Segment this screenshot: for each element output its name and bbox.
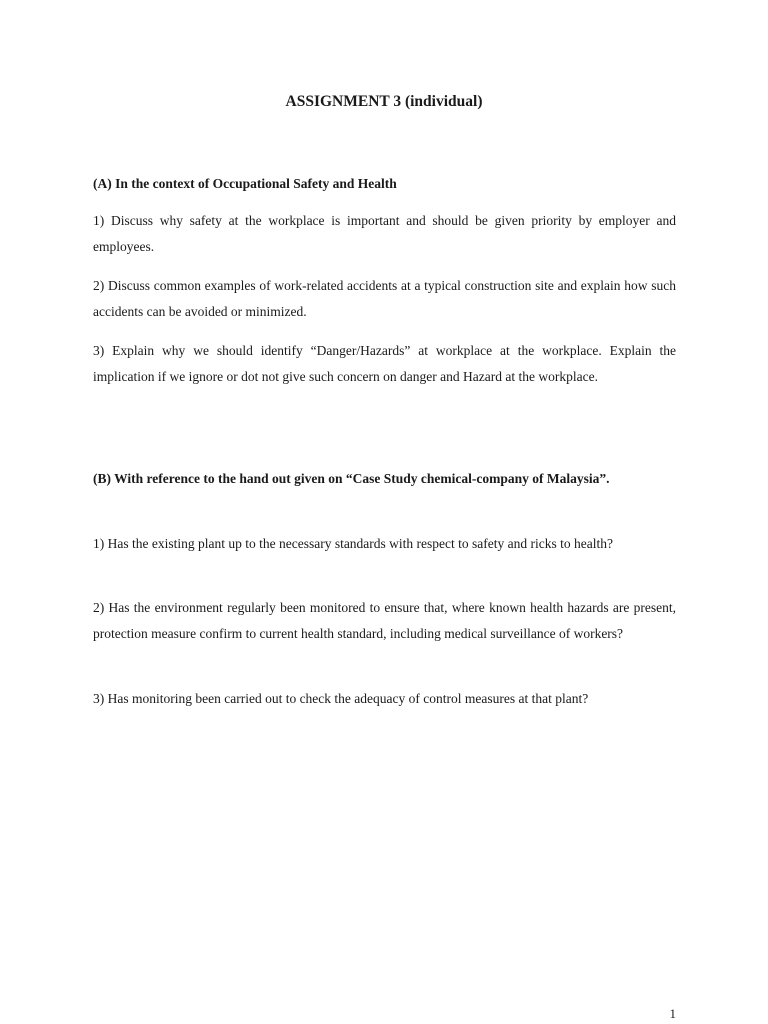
section-b-item-1: 1) Has the existing plant up to the necessary standards with respect to safety and ricks to health? (93, 536, 613, 551)
section-a-item-3: 3) Explain why we should identify “Danger/Hazards” at workplace at the workplace. Explain the implication if we ignore or dot not give such concern on danger and Hazard at the workplace. (93, 343, 676, 384)
section-b-heading: (B) With reference to the hand out given on “Case Study chemical-company of Malaysia”. (93, 471, 610, 486)
document-title: ASSIGNMENT 3 (individual) (285, 93, 483, 110)
section-b-item-3: 3) Has monitoring been carried out to check the adequacy of control measures at that plant? (93, 691, 589, 706)
page-number: 1 (669, 1006, 676, 1021)
section-b-item-2: 2) Has the environment regularly been monitored to ensure that, where known health hazards are present, protection measure confirm to current health standard, including medical surveillance of workers? (93, 600, 676, 641)
section-a-heading: (A) In the context of Occupational Safety and Health (93, 176, 397, 191)
section-a-item-1: 1) Discuss why safety at the workplace is important and should be given priority by employer and employees. (93, 213, 676, 254)
section-a-item-2: 2) Discuss common examples of work-related accidents at a typical construction site and explain how such accidents can be avoided or minimized. (93, 278, 676, 319)
